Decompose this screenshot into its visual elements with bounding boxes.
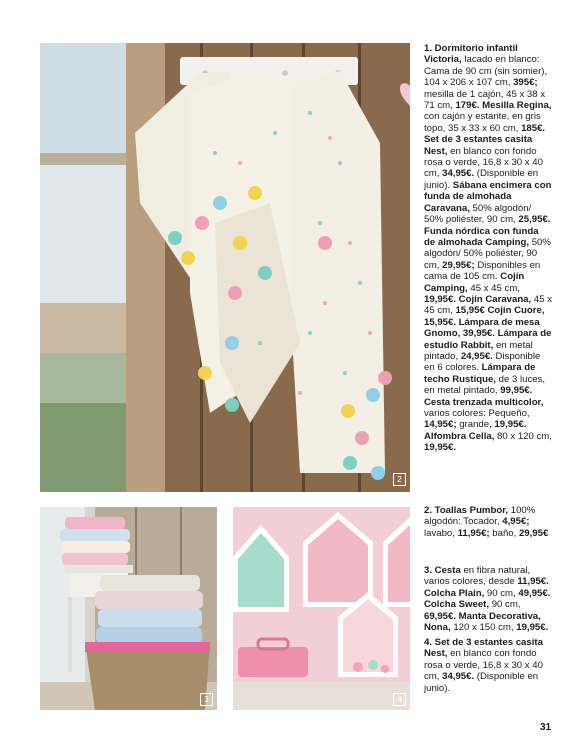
s1-segment-7: 185€. xyxy=(521,122,546,134)
s1-segment-18: Cojín Camping, xyxy=(424,271,525,294)
s3-segment-7: 120 x 150 cm, xyxy=(450,622,517,634)
s4-segment-2: 34,95€. xyxy=(442,671,475,683)
s1-segment-28: 99,95€. Cesta trenzada multicolor, xyxy=(424,385,544,408)
s1-segment-26: Lámpara de techo Rustique, xyxy=(424,362,536,385)
s2-segment-6: 29,95€ xyxy=(518,527,549,539)
s1-segment-31: grande, xyxy=(456,419,495,431)
s2-segment-5: baño, xyxy=(489,527,519,539)
s3-segment-5: 90 cm, xyxy=(489,599,521,611)
s1-segment-10: 34,95€. xyxy=(442,168,475,180)
s1-segment-14: 25,95€. Funda nórdica con funda de almohada Camping, xyxy=(424,214,551,248)
s1-segment-15: 50% algodón/ 50% poliéster, 90 cm, xyxy=(424,236,551,271)
s1-segment-6: con cajón y estante, en gris topo, 35 x 33 x 60 cm, xyxy=(424,111,541,134)
s1-segment-3: mesilla de 1 cajón, 45 x 38 x 71 cm, xyxy=(424,88,546,112)
s1-segment-32: 19,95€. Alfombra Cella, xyxy=(424,419,527,442)
s2-segment-0: 2. Toallas Pumbor, xyxy=(424,505,509,516)
s2-segment-3: lavabo, xyxy=(424,527,458,539)
s3-segment-6: 69,95€. Manta Decorativa, Nona, xyxy=(424,610,541,634)
s3-segment-3: 90 cm, xyxy=(484,587,519,599)
s3-segment-0: 3. Cesta xyxy=(424,565,461,576)
s1-segment-1: lacado en blanco: Cama de 90 cm (sin somier), 104 x 206 x 107 cm, xyxy=(424,54,548,89)
s1-segment-29: varios colores: Pequeño, xyxy=(424,408,530,419)
s2-segment-2: 4,95€; xyxy=(502,516,530,528)
s3-segment-1: en fibra natural, varios colores, desde xyxy=(424,565,531,588)
s1-segment-2: 395€; xyxy=(513,77,538,89)
s1-segment-23: en metal pintado, xyxy=(424,339,533,362)
s4-segment-0: 4. Set de 3 estantes casita Nest, xyxy=(424,637,543,660)
s4-segment-1: en blanco con fondo rosa o verde, 16,8 x 30 x 40 cm, xyxy=(424,648,543,683)
s1-segment-9: en blanco con fondo rosa o verde, 16,8 x 30 x 40 cm, xyxy=(424,145,543,180)
s2-segment-1: 100% algodón: Tocador, xyxy=(424,505,536,528)
s4-segment-3: (Disponible en junio). xyxy=(424,671,539,694)
photo-badge-3: 3 xyxy=(200,693,213,706)
s3-segment-2: 11,95€. Colcha Plain, xyxy=(424,576,549,599)
caption-section-3 xyxy=(424,565,552,633)
s1-segment-27: de 3 luces, en metal pintado, xyxy=(424,373,546,397)
s1-segment-22: 15,95€ Cojín Cuore, 15,95€. Lámpara de mesa Gnomo, 39,95€. Lámpara de estudio Rabbit, xyxy=(424,305,552,351)
s1-segment-11: (Disponible en junio). xyxy=(424,168,539,191)
s1-segment-13: 50% algodón/ 50% poliéster, 90 cm, xyxy=(424,202,532,226)
s3-segment-8: 19,95€. xyxy=(516,622,549,634)
caption-section-2 xyxy=(424,505,552,539)
s1-segment-17: Disponibles en cama de 105 cm. xyxy=(424,259,541,283)
s1-segment-8: Set de 3 estantes casita Nest, xyxy=(424,134,533,157)
photo-main xyxy=(40,43,410,492)
s1-segment-25: Disponible en 6 colores. xyxy=(424,350,541,374)
s1-segment-21: 45 x 45 cm, xyxy=(424,293,552,317)
photo-shelves xyxy=(233,507,410,710)
caption-section-4 xyxy=(424,637,552,694)
s1-segment-33: 80 x 120 cm, xyxy=(494,430,552,442)
s1-segment-0: 1. Dormitorio infantil Victoria, xyxy=(424,43,518,66)
s1-segment-30: 14,95€; xyxy=(424,419,457,431)
s2-segment-4: 11,95€; xyxy=(457,527,490,539)
page-number: 31 xyxy=(540,722,552,733)
s1-segment-20: 19,95€. Cojín Caravana, xyxy=(424,293,532,305)
caption-section-1 xyxy=(424,43,552,454)
s1-segment-16: 29,95€; xyxy=(442,259,475,271)
s1-segment-24: 24,95€. xyxy=(460,350,493,362)
s1-segment-19: 45 x 45 cm, xyxy=(467,282,520,294)
s1-segment-5: Mesilla Regina, xyxy=(479,100,552,112)
s1-segment-4: 179€. xyxy=(455,100,480,112)
s1-segment-12: Sábana encimera con funda de almohada Caravana, xyxy=(424,179,552,214)
photo-badge-4: 4 xyxy=(393,693,406,706)
s3-segment-4: 49,95€. Colcha Sweet, xyxy=(424,587,551,611)
photo-towels xyxy=(40,507,217,710)
heart-icon xyxy=(396,80,410,106)
photo-badge-2: 2 xyxy=(393,473,406,486)
s1-segment-34: 19,95€. xyxy=(424,442,457,454)
